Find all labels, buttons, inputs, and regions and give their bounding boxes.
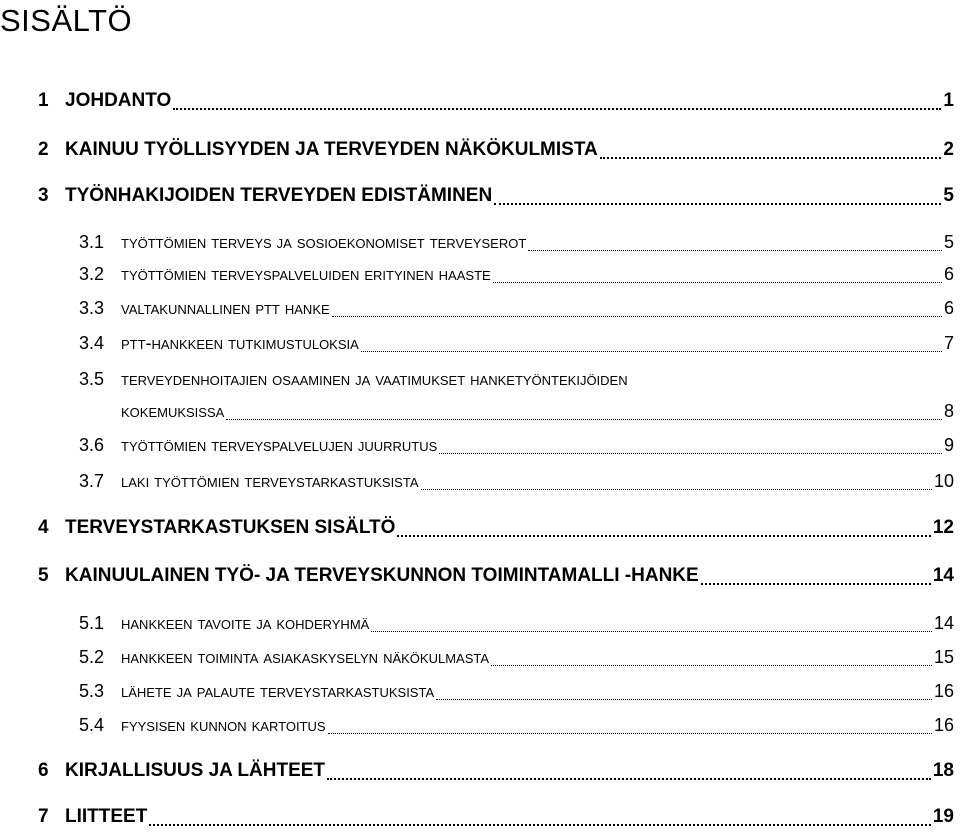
toc-title: työttömien terveyspalvelujen juurrutus <box>121 435 438 455</box>
toc-title: TYÖNHAKIJOIDEN TERVEYDEN EDISTÄMINEN <box>65 185 493 206</box>
toc-entry-5-1[interactable] <box>79 613 954 639</box>
dot-leader <box>421 471 932 497</box>
toc-number: 3.6 <box>79 435 105 455</box>
dot-leader <box>328 715 932 741</box>
toc-page: 5 <box>943 185 954 206</box>
toc-title: hankkeen toiminta asiakaskyselyn näkökulmasta <box>121 647 490 667</box>
dot-leader <box>493 264 942 290</box>
toc-number: 5.1 <box>79 613 105 633</box>
toc-title: KIRJALLISUUS JA LÄHTEET <box>65 760 326 781</box>
dot-leader <box>327 760 931 786</box>
toc-number: 5.4 <box>79 715 105 735</box>
dot-leader <box>332 298 942 324</box>
toc-number: 3.4 <box>79 333 105 353</box>
toc-entry-5-3[interactable] <box>79 681 954 707</box>
toc-number: 3.2 <box>79 264 105 284</box>
dot-leader <box>173 90 941 116</box>
dot-leader <box>494 185 941 211</box>
dot-leader <box>491 647 932 673</box>
toc-number: 5.2 <box>79 647 105 667</box>
toc-entry-2[interactable] <box>38 139 954 165</box>
toc-number: 3.7 <box>79 471 105 491</box>
toc-title: työttömien terveyspalveluiden erityinen haaste <box>121 264 491 284</box>
toc-page: 10 <box>933 471 954 491</box>
toc-entry-3-1[interactable] <box>79 232 954 258</box>
toc-entry-3-5[interactable] <box>79 369 628 395</box>
toc-title: LIITTEET <box>65 806 148 827</box>
toc-entry-5[interactable] <box>38 565 954 591</box>
toc-number: 7 <box>38 806 49 827</box>
toc-number: 3.1 <box>79 232 105 252</box>
toc-number: 6 <box>38 760 49 781</box>
toc-title: kokemuksissa <box>121 401 225 421</box>
toc-page: 8 <box>943 401 954 421</box>
toc-entry-3-4[interactable] <box>79 333 954 359</box>
toc-page: 9 <box>943 435 954 455</box>
toc-page: 16 <box>933 715 954 735</box>
toc-title: fyysisen kunnon kartoitus <box>121 715 326 735</box>
dot-leader <box>371 613 932 639</box>
dot-leader <box>701 565 931 591</box>
toc-title: terveydenhoitajien osaaminen ja vaatimukset hanketyöntekijöiden <box>121 369 628 389</box>
dot-leader <box>436 681 932 707</box>
toc-page: 18 <box>932 760 954 781</box>
toc-title: ptt-hankkeen tutkimustuloksia <box>121 333 359 353</box>
dot-leader <box>528 232 942 258</box>
toc-page: 5 <box>943 232 954 252</box>
toc-page: 16 <box>933 681 954 701</box>
toc-page: 6 <box>943 264 954 284</box>
toc-page: 19 <box>932 806 954 827</box>
toc-title: TERVEYSTARKASTUKSEN SISÄLTÖ <box>65 517 396 538</box>
toc-page: 2 <box>943 139 954 160</box>
page-title: SISÄLTÖ <box>0 3 133 38</box>
toc-title: KAINUULAINEN TYÖ- JA TERVEYSKUNNON TOIMINTAMALLI -HANKE <box>65 565 699 586</box>
toc-page: 12 <box>932 517 954 538</box>
toc-page: 7 <box>943 333 954 353</box>
toc-entry-4[interactable] <box>38 517 954 543</box>
toc-title: valtakunnallinen ptt hanke <box>121 298 330 318</box>
toc-title: laki työttömien terveystarkastuksista <box>121 471 419 491</box>
dot-leader <box>600 139 942 165</box>
toc-title: työttömien terveys ja sosioekonomiset terveyserot <box>121 232 527 252</box>
toc-title: lähete ja palaute terveystarkastuksista <box>121 681 435 701</box>
toc-title: hankkeen tavoite ja kohderyhmä <box>121 613 370 633</box>
toc-number: 4 <box>38 517 49 538</box>
toc-entry-5-4[interactable] <box>79 715 954 741</box>
toc-entry-6[interactable] <box>38 760 954 786</box>
toc-number: 5 <box>38 565 49 586</box>
toc-entry-1[interactable] <box>38 90 954 116</box>
dot-leader <box>397 517 930 543</box>
dot-leader <box>149 806 931 832</box>
toc-entry-3-3[interactable] <box>79 298 954 324</box>
toc-entry-3-7[interactable] <box>79 471 954 497</box>
toc-entry-3-5-continued[interactable] <box>121 401 954 427</box>
toc-entry-5-2[interactable] <box>79 647 954 673</box>
toc-entry-7[interactable] <box>38 806 954 832</box>
toc-page: 6 <box>943 298 954 318</box>
dot-leader <box>226 401 942 427</box>
toc-number: 5.3 <box>79 681 105 701</box>
toc-number: 3 <box>38 185 49 206</box>
dot-leader <box>439 435 942 461</box>
toc-number: 3.3 <box>79 298 105 318</box>
toc-number: 2 <box>38 139 49 160</box>
toc-number: 1 <box>38 90 49 111</box>
toc-entry-3-2[interactable] <box>79 264 954 290</box>
toc-entry-3-6[interactable] <box>79 435 954 461</box>
toc-title: JOHDANTO <box>65 90 172 111</box>
toc-number: 3.5 <box>79 369 105 389</box>
toc-page: 1 <box>943 90 954 111</box>
toc-page: 14 <box>933 613 954 633</box>
toc-page: 15 <box>933 647 954 667</box>
dot-leader <box>361 333 942 359</box>
toc-page: 14 <box>932 565 954 586</box>
toc-entry-3[interactable] <box>38 185 954 211</box>
toc-title: KAINUU TYÖLLISYYDEN JA TERVEYDEN NÄKÖKULMISTA <box>65 139 598 160</box>
